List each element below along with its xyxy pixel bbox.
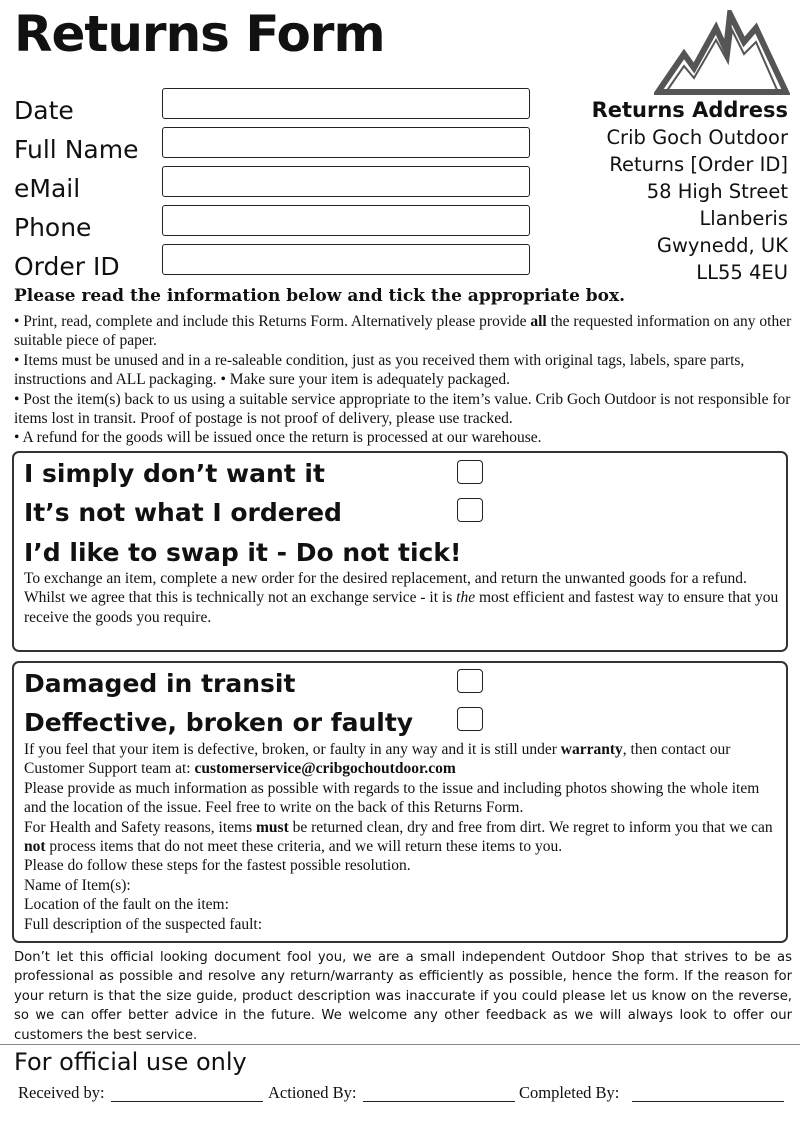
email-label: eMail [14, 174, 81, 203]
instruction-item: • Post the item(s) back to us using a suitable service appropriate to the item’s value. Crib Goch Outdoor is not responsible for items lost in transit. Proof of postage is not proof of delivery, please use tracked. [14, 390, 791, 428]
phone-field[interactable] [162, 205, 530, 236]
page-title: Returns Form [14, 5, 385, 63]
returns-address-title: Returns Address [591, 98, 788, 122]
defective-checkbox[interactable] [457, 707, 483, 731]
option-dont-want-label: I simply don’t want it [24, 459, 325, 488]
actioned-by-line[interactable] [363, 1101, 515, 1102]
instructions-heading: Please read the information below and tick the appropriate box. [14, 286, 626, 306]
address-line: 58 High Street [646, 180, 788, 203]
completed-by-label: Completed By: [519, 1083, 620, 1102]
order-id-label: Order ID [14, 252, 120, 281]
date-label: Date [14, 96, 74, 125]
received-by-label: Received by: [18, 1083, 105, 1102]
footer-note: Don’t let this official looking document fool you, we are a small independent Outdoor Shop that strives to be as professional as possible and resolve any return/warranty as efficiently as possible, hence the form. If the reason for your return is that the size guide, product description was inaccurate if you could please let us know on the reverse, so we can offer better advice in the future. We welcome any other feedback as we will always look to offer our customers the best service. [14, 950, 792, 1043]
option-damaged-label: Damaged in transit [24, 669, 296, 698]
warranty-explanation: If you feel that your item is defective, broken, or faulty in any way and it is still under warranty, then contact our Customer Support team at: customerservice@cribgochoutdoor.com Please provide as much information as possible with regards to the issue and including photos showing the whole item and the location of the issue. Feel free to write on the back of this Returns Form. For Health and Safety reasons, items must be returned clean, dry and free from dirt. We regret to inform you that we can not process items that do not meet these criteria, and we will return these items to you. Please do follow these steps for the fastest possible resolution. Name of Item(s): Location of the fault on the item: Full description of the suspected fault: [24, 740, 779, 934]
phone-label: Phone [14, 213, 92, 242]
received-by-line[interactable] [111, 1101, 263, 1102]
actioned-by-label: Actioned By: [268, 1083, 357, 1102]
swap-explanation: To exchange an item, complete a new order for the desired replacement, and return the unwanted goods for a refund. Whilst we agree that this is technically not an exchange service - it is the most efficient and fastest way to ensure that you receive the goods you require. [24, 570, 779, 626]
reason-panel-unwanted [12, 451, 788, 652]
address-line: Llanberis [699, 207, 788, 230]
address-line: LL55 4EU [696, 261, 788, 284]
option-swap-label: I’d like to swap it - Do not tick! [24, 538, 462, 567]
fault-description-prompt: Full description of the suspected fault: [24, 915, 263, 933]
address-line: Returns [Order ID] [609, 153, 788, 176]
support-email-link[interactable]: customerservice@cribgochoutdoor.com [194, 760, 456, 778]
completed-by-line[interactable] [632, 1101, 784, 1102]
email-field[interactable] [162, 166, 530, 197]
item-name-prompt: Name of Item(s): [24, 876, 131, 894]
option-not-ordered-label: It’s not what I ordered [24, 498, 342, 527]
address-line: Crib Goch Outdoor [606, 126, 788, 149]
official-use-title: For official use only [14, 1048, 247, 1076]
order-id-field[interactable] [162, 244, 530, 275]
damaged-checkbox[interactable] [457, 669, 483, 693]
instruction-item: • Items must be unused and in a re-saleable condition, just as you received them with original tags, labels, spare parts, instructions and ALL packaging. • Make sure your item is adequately packaged. [14, 351, 745, 389]
instructions-text [14, 312, 794, 448]
fault-location-prompt: Location of the fault on the item: [24, 896, 229, 914]
date-field[interactable] [162, 88, 530, 119]
full-name-label: Full Name [14, 135, 139, 164]
mountain-peaks-icon [654, 10, 790, 98]
not-ordered-checkbox[interactable] [457, 498, 483, 522]
reason-panel-faulty [12, 661, 788, 943]
dont-want-checkbox[interactable] [457, 460, 483, 484]
instruction-item: • A refund for the goods will be issued once the return is processed at our warehouse. [14, 429, 542, 447]
address-line: Gwynedd, UK [656, 234, 788, 257]
full-name-field[interactable] [162, 127, 530, 158]
instruction-item: • Print, read, complete and include this Returns Form. Alternatively please provide all the requested information on any other suitable piece of paper. [14, 313, 792, 350]
option-defective-label: Deffective, broken or faulty [24, 708, 414, 737]
